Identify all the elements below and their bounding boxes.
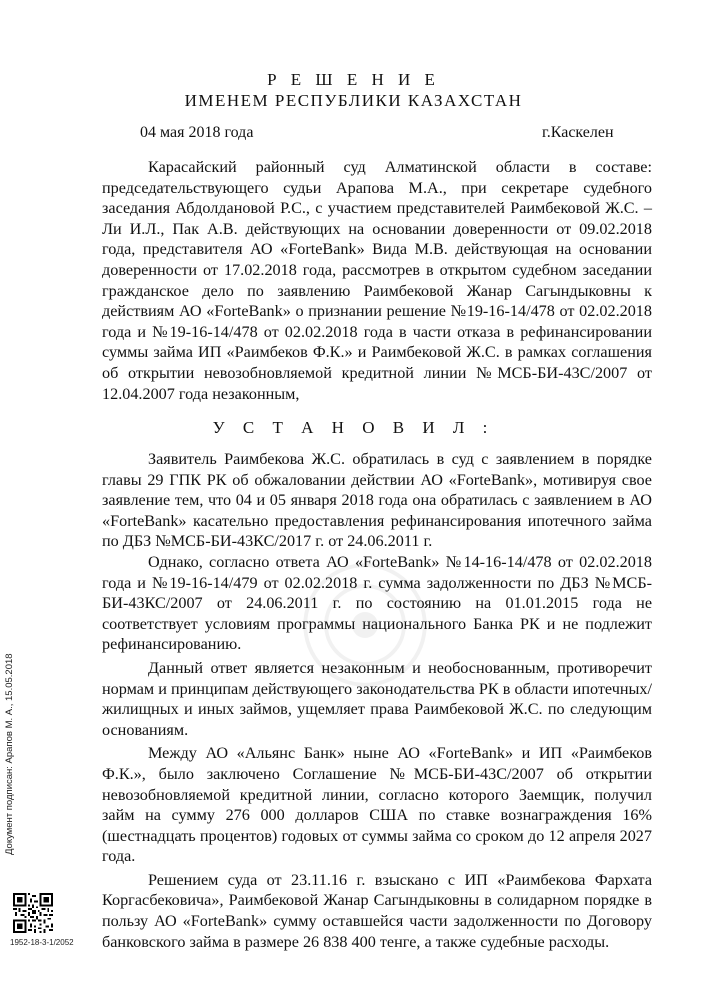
document-title: Р Е Ш Е Н И Е [267, 70, 440, 89]
paragraph-2: Однако, согласно ответа АО «ForteBank» №14-16-14/478 от 02.02.2018 года и №19-16-14/479 от 02.02.2018 г. сумма задолженности по ДБЗ №МСБ-БИ-43КС/2007 от 24.06.2011 г. по состоянию на 01.01.2015 года не соответствует условиям программы национального Банка РК и не подлежит рефинансированию. [102, 552, 652, 654]
document-subtitle: ИМЕНЕМ РЕСПУБЛИКИ КАЗАХСТАН [184, 91, 523, 110]
signature-note: Документ подписан: Арапов М. А., 15.05.2018 [4, 653, 15, 855]
intro-section [102, 157, 652, 404]
decision-date: 04 мая 2018 года [140, 124, 254, 141]
paragraph-1: Заявитель Раимбекова Ж.С. обратилась в суд с заявлением в порядке главы 29 ГПК РК об обжаловании действии АО «ForteBank», мотивируя свое заявление тем, что 04 и 05 января 2018 года она обратилась с заявлением в АО «ForteBank» касательно предоставления рефинансирования ипотечного займа по ДБЗ №МСБ-БИ-43КС/2017 г. от 24.06.2011 г. [102, 450, 652, 551]
document-code: 1952-18-3-1/2052 [10, 938, 74, 947]
intro-paragraph: Карасайский районный суд Алматинской области в составе: председательствующего судьи Арапова М.А., при секретаре судебного заседания Абдолдановой Р.С., с участием представителей Раимбековой Ж.С. – Ли И.Л., Пак А.В. действующих на основании доверенности от 09.02.2018 года, представителя АО «ForteBank» Вида М.В. действующая на основании доверенности от 17.02.2018 года, рассмотрев в открытом судебном заседании гражданское дело по заявлению Раимбековой Жанар Сагындыковны к действиям АО «ForteBank» о признании решение №19-16-14/478 от 02.02.2018 года и №19-16-14/478 от 02.02.2018 года в части отказа в рефинансировании суммы займа ИП «Раимбеков Ф.К.» и Раимбековой Ж.С. в рамках соглашения об открытии невозобновляемой кредитной линии №МСБ-БИ-43С/2007 от 12.04.2007 года незаконным, [102, 158, 652, 403]
decision-city: г.Каскелен [542, 124, 614, 141]
paragraph-3: Данный ответ является незаконным и необоснованным, противоречит нормам и принципам действующего законодательства РК в области ипотечных/жилищных и иных займов, ущемляет права Раимбековой Ж.С. по следующим основаниям. [102, 658, 652, 739]
main-section [102, 449, 652, 952]
paragraph-4: Между АО «Альянс Банк» ныне АО «ForteBank» и ИП «Раимбеков Ф.К.», было заключено Соглашение №МСБ-БИ-43С/2007 об открытии невозобновляемой кредитной линии, согласно которого Заемщик, получил займ на сумму 276 000 долларов США по ставке вознаграждения 16% (шестнадцать процентов) годовых от суммы займа со сроком до 12 апреля 2027 года. [102, 744, 652, 866]
qr-code-icon [13, 893, 53, 933]
paragraph-5: Решением суда от 23.11.16 г. взыскано с ИП «Раимбекова Фархата Коргасбековича», Раимбековой Жанар Сагындыковны в солидарном порядке в пользу АО «ForteBank» сумму оставшейся части задолженности по Договору банковского займа в размере 26 838 400 тенге, а также судебные расходы. [102, 870, 652, 951]
section-heading: У С Т А Н О В И Л : [212, 418, 495, 437]
